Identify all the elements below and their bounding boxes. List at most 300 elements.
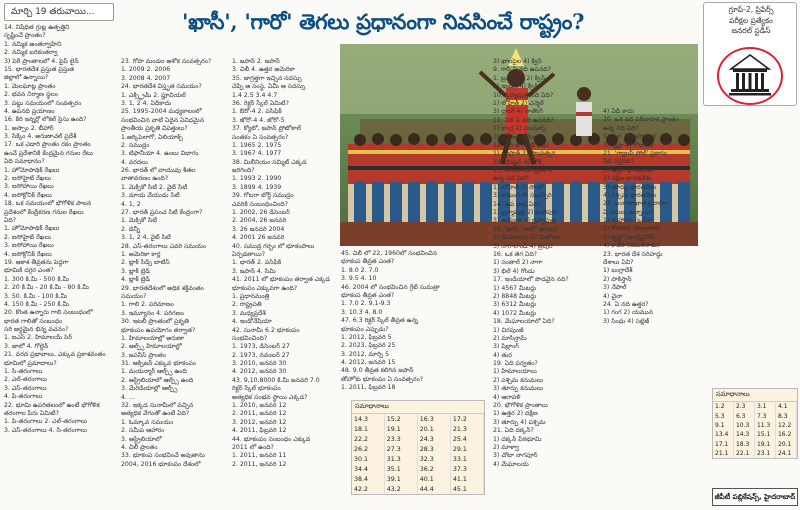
q-line: భారత గాలితో సంబంధం [4,317,63,325]
q-line: 17. ఇండియాలో పొడవైన నది? [493,276,569,284]
q-line: 1) లోహిత్ 2) సాంకో [493,183,544,191]
q-line: 4. పి-తరంగాలు [4,393,43,401]
answer-cell: 17.1 [713,440,733,449]
q-line: 2. ఆస్ట్రేలియాలో ఆల్ప్స్ ఉంది [121,376,194,384]
q-line: 1) మేఘాలయ 2) మిజోరాం [493,234,561,242]
q-line: సంభవించిన వాటి ఏదైన ఏవిధమైన [121,116,205,124]
q-line: 2. రాష్ట్రపతి [232,301,262,309]
q-line: 3. 2012, జనవరి 12 [232,418,287,426]
q-line: 1. ప్రధానమంత్రి [232,292,270,300]
answer-key-title: సమాధానాలు [352,401,484,414]
q-line: 2. 20 కి.మీ - 20 కి.మీ - 80 కి.మీ [4,284,89,292]
q-line: 1. 2011, ఫిబ్రవరి 18 [341,384,396,392]
badge-line-1: గ్రూప్-2, ప్రిపేర్స్ [728,5,774,14]
answer-cell: 35.1 [384,464,417,474]
question-column-4 [341,250,489,400]
answer-cell: 37.3 [450,464,483,474]
q-line: 1. 2012, ఫిబ్రవరి 5 [341,333,392,341]
q-line: 14. నిషేధిత గ్రుట్ల ఉత్పత్తిని [4,24,70,31]
answer-cell: 21.3 [450,424,483,434]
q-line: ఉన్న నది ఏది? [603,124,639,132]
q-line: 3. జాలో 4. గోల్డెన్ [4,342,49,350]
q-line: 28. ఎస్-తరంగాలు ఎవరి సమయం [121,242,207,250]
q-line: 4. 2001 26 జనవరి [232,234,285,242]
q-line: 3. చిలీ 4. ఉత్తర అమెరికా [232,66,295,74]
q-line: 2. ఐసోహైట్ రేఖలు [4,233,51,241]
q-line: భూమికి దగ్గర ఎంత? [4,267,54,275]
q-line: తరంగాల పేరు ఏమిటి? [4,409,59,417]
q-line: 45. చిలీ లో 22, 1960లో సంభవించిన [341,250,438,257]
q-line: 3. 2010, జనవరి 30 [232,360,287,368]
q-line: 3. 50. కి.మీ - 100 కి.మీ [4,292,68,300]
answer-cell: 33.1 [450,454,483,464]
q-line: 3) భిల్ 4) గోండు [493,267,535,275]
q-line: 3. మధ్యప్రదేశ్ [232,309,266,317]
q-line: 44. భూకంపం సంబంధం ఎక్కువ [232,435,311,443]
q-line: 4. 2011, ఫిబ్రవరి 12 [232,427,287,435]
q-line: 3. 1967 4. 1977 [232,150,282,158]
q-line: 3) నేపాల్ [603,284,627,292]
question-column-5 [493,58,597,506]
table-row [713,421,797,430]
q-line: 1. ఎక్స్ట్రీమ్ 2. ఫ్లూవియల్ [121,91,186,99]
q-line: 3. ఎస్-తరంగాలు 4. సి-తరంగాలు [4,426,87,434]
q-line: 3. ఐసోహాయి రేఖలు [4,183,54,191]
q-line: రిక్టర్ స్కేల్ భూకంపం [232,385,281,393]
answer-cell: 8.3 [775,411,796,420]
q-line: 3. ఐసోహాయి రేఖలు [4,242,54,250]
answer-cell: 19.1 [754,440,775,449]
q-line: 1) కాంగ్ల 2) ఫలమల్స్ [493,125,546,133]
answer-cell: 31.3 [384,454,417,464]
answer-cell: 6.3 [733,411,754,420]
q-line: 15. 'ఖాసీ', 'గారో' తెగలు? [493,225,558,233]
answer-cell: 19.1 [384,424,417,434]
q-line: 42. సునామీ 6.2 భూకంపం [232,326,300,334]
answer-cell: 20.1 [775,440,796,449]
q-line: 21. 'గ్యాలప్ పోల్' ప్రకారం [603,149,667,157]
q-line: 31. ఆక్సిజన్ ఎక్కువ భూకంపం [121,360,197,368]
q-line: 1. హోమోపాథిక్ రేఖలు [4,166,60,174]
q-line: 1) సంతాల్ 2) నాగా [493,259,543,267]
q-line: 1. భారత్ 2. పసిఫిక్ [232,259,282,267]
answer-cell: 1.2 [713,402,733,411]
answer-cell: 11.3 [754,421,775,430]
answer-cell: 45.1 [450,484,483,494]
parliament-icon [719,49,781,103]
q-line: ఎవరికి సంబంధించింది? [232,200,288,208]
q-line: దేశాలు ఏవి? [603,259,634,267]
q-line: 2) పశ్చిమ కనుమలు [493,376,544,384]
answer-cell: 21.1 [713,449,733,458]
q-line: 2. 2004, 26 జనవరి [232,217,287,225]
answer-cell: 13.4 [713,430,733,439]
q-line: 4) కావేరి (తమిళనాడు) [603,242,661,250]
answer-cell: 22.2 [352,434,384,444]
answer-cell: 40.1 [417,474,450,484]
q-line: 30. ఇటలీ ప్రాంతంలో ప్రకృతి [121,318,190,326]
answer-cell: 14.3 [352,414,384,424]
q-line: 4) తుర [493,351,512,359]
q-line: 3) చోటా నాగపూర్ [493,452,538,460]
q-line: వాతావరణం ఉంది? [121,175,169,183]
q-line: 3. 1, 2 4. వైట్ సిటీ [121,234,171,242]
answer-cell: 27.3 [384,444,417,454]
q-line: 2. ఆల్ప్స్ హిమాలయాల్లో [121,343,182,351]
q-line: 3. ఇమ్యూనం 4. పరిగణం [121,309,184,317]
q-line: జరిగింది? [232,167,255,175]
q-line: 3. 9.5 4. 10 [341,275,377,283]
q-line: 1. 2010, జనవరి 12 [232,402,287,410]
q-line: ఏది సరైనది? [603,158,634,166]
q-line: 3) తూర్పు భారతదేశం [603,183,657,191]
q-line: 2) పాకిస్తాన్ [603,275,632,283]
q-line: 1. మయన్మార్ ఆల్ప్స్ ఉంది [121,368,187,376]
q-line: సంభవించింది? [232,334,268,342]
q-line: 1) బ్రహ్మపుత్ర 2) మణిపురి [493,209,557,217]
answer-cell: 10.3 [733,421,754,430]
table-row [713,411,797,420]
q-line: 3) తూర్పు కనుమలు [493,385,544,393]
table-row [352,424,484,434]
q-line: 3) ఖాలపైల 4) క్వీన్ [493,58,542,65]
answer-cell: 42.2 [352,484,384,494]
q-line: 3) ఉమిషైవ్ 4) జోక్ [493,158,542,166]
q-line: 4) చైనా [603,292,623,300]
q-line: 1. ఐఎస్ 2. హిమాలయ్ సెర్ [4,334,73,342]
q-line: 23. గోపా మండల అశోక సంవత్సరం? [121,58,212,65]
answer-cell: 7.3 [754,411,775,420]
q-line: 46. 2004 లో సంభవించిన గ్రేట్ సుమత్రా [341,283,440,291]
answer-cell: 17.2 [450,414,483,424]
q-line: భూకంపం ఎక్కువగా ఉంది? [232,284,298,292]
q-line: 4) 1072 మీటర్లు [493,309,537,317]
q-line: 21. ఏది దక్కన్? [493,427,534,435]
q-line: 2. భవన నిర్మాణ స్థలం [4,91,58,99]
answer-cell: 36.2 [417,464,450,474]
q-line: 3) తూర్పు 4) పశ్చిమ [493,418,546,426]
answer-cell: 16.2 [775,430,796,439]
q-line: సృష్టించే ప్రాంతం? [4,32,46,40]
q-line: 1) లోహిత్ 2) ఎన్మెల్ [493,99,544,107]
answer-cell: 14.3 [733,430,754,439]
q-line: 1. హిమాలయాల్లో అరుణా [121,334,185,342]
q-line: 27. భారత్ ప్రపంచ సిటీ కేంద్రంగా? [121,209,203,217]
q-line: జిల్లాలో ఉన్నాయి? [4,74,49,82]
answer-cell: 26.2 [352,444,384,454]
q-line: 4. 150 కి.మీ - 250 కి.మీ [4,300,70,308]
answer-cell: 2.3 [733,402,754,411]
q-line: సంతకం ఏ సంవత్సరం? [232,133,289,141]
answer-cell: 22.1 [733,449,754,458]
q-line: 35. జాగ్రత్తగా ఇచ్చిన సదస్సు [232,74,302,82]
q-line: భూమిలో ప్రమాదాలు? [4,359,57,367]
q-line: సమయం? [121,292,147,300]
q-line: భూకంప తీవ్రత ఎంత? [341,258,395,266]
answer-cell: 3.1 [754,402,775,411]
answer-cell: 18.1 [352,424,384,434]
q-line: 1. అస్సాం 2. బీహార్ [4,124,54,132]
table-row [352,444,484,454]
continuation-tag: మార్చి 19 తరువాయి... [4,3,114,21]
q-line: 3. 10.3 4. 8.0 [341,308,383,316]
answer-grid [352,414,484,494]
q-line: 37. క్యోటో, జపాన్ ప్రోటోకాల్ [232,125,302,133]
q-line: 3) ద్రాంగ్ 4) నాతొంగ్ [493,108,544,116]
answer-cell: 38.4 [352,474,384,484]
q-line: 3) అలకా 4) నైనాల్ [493,133,542,141]
table-row [352,454,484,464]
q-line: 1. జపాన్ 2. జపాన్ [232,58,280,65]
q-line: చెప్పి ఆ సంస్థ, ఏమీ ఆ సదస్సు [232,83,306,91]
q-line: 3. జపనీస్ ప్రాంతం [121,351,166,359]
q-line: 23. భారత దేశ సరిహద్దు [603,250,663,258]
q-line: 4. చిలీ ప్రాంతం [121,443,158,451]
q-line: 3. సిక్కిం 4. అరుణాచల్ ప్రదేశ్ [4,133,77,141]
q-line: 1) బంగ్లాదేశ్ [603,267,633,275]
q-line: 1. బ్రహ్మపుత్ర 2) క్వీన్ [493,74,546,82]
section-badge [703,2,797,106]
answer-cell: 15.2 [384,414,417,424]
q-line: 2011 లో ఉంది? [232,443,274,451]
badge-line-3: జనరల్ స్టడీస్ [731,26,771,35]
q-line: 3. మాయ వేయుడు సిటీ [121,192,180,200]
q-line: 3. జోరో-4 4. జోరో-5 [232,116,285,124]
answer-cell: 25.4 [450,434,483,444]
q-line: 2) మాసిన్రామ్ [493,334,527,342]
table-row [713,402,797,411]
q-line: 4. 2012, జనవరి 15 [341,359,396,367]
q-line: 40. సముద్ర గర్భం లో భూకంపాలు [232,242,315,250]
q-line: 13. అరుణాచల్ ప్రదేశ్ లో [493,167,555,175]
q-line: 3. 2012, మార్చి 5 [341,350,390,358]
q-line: 3) కృష్ణా 4) గోదావరి [603,141,653,149]
q-line: భూకంపం ఎప్పుడు? [341,325,389,333]
answer-cell: 32.3 [417,454,450,464]
q-line: 1. మెక్సికో సిటీ 2. వైట్ సిటీ [121,183,188,191]
q-line: 3. పట్టు సమయంలో సంవత్సరం [4,99,82,107]
q-line: 1. 8.0 2. 7.0 [341,266,379,274]
q-line: భూకంపం ఉపయోగం తర్వాత? [121,326,196,334]
answer-cell: 18.3 [733,440,754,449]
q-line: 29. భారతదేశంలో అధిక శక్తివంతం [121,284,204,292]
answer-cell: 12.2 [775,421,796,430]
q-line: 32. ఇక్కడ సునామీలో వచ్చిన [121,402,194,410]
q-line: 1. 2011, జనవరి 11 [232,452,287,460]
q-line: 17. ఒక ఎడారి ప్రాంతం రకం ప్రాంతం [4,141,91,149]
q-line: 21. వరద ప్రభావాలు, ఎక్కువ ప్రకాశవంతం [4,351,106,359]
q-line: 1. పి-తరంగాలు 2. ఎల్-తరంగాలు [4,418,88,426]
q-line: ఉంచే ప్రదేశానికి కేంద్రమైన గనుల రేటు [4,149,93,157]
q-line: 25. 1995-2004 మధ్యకాలంలో [121,108,202,116]
q-line: 1. గాలి 2. పరిమాణం [121,301,174,309]
q-line: 4) పశ్చిమ భారతదేశం [603,191,657,199]
q-line: ఏది? [4,216,17,224]
q-line: 3) నాగాలాండ్ 4) త్రిపుర [493,242,553,250]
q-line: 2. 1973, నవంబర్ 27 [232,351,290,359]
q-line: 3. 1899 4. 1939 [232,183,282,191]
q-line: 1. ఔరో-4 2. పసిఫిక్ [232,108,282,116]
q-line: భూకంప తీవ్రత ఎంత? [341,291,395,299]
q-line: 3. 2008 4. 2007 [121,74,171,82]
table-row [352,414,484,424]
q-line: 4. ... [121,393,135,401]
answer-cell: 23.3 [384,434,417,444]
badge-text [708,5,794,37]
q-line: 3. 26 జనవరి 2004 [232,225,285,233]
q-line: 20. కొంత ఉన్నారు గాలి సంబంధంలో [4,309,93,317]
table-row [352,474,484,484]
q-line: 24. ఏ నది ఉత్తర? [603,300,649,308]
answer-cell: 4.1 [775,402,796,411]
q-line: 10. బ్రహ్మపుత్ర నది ఏది? [493,91,554,99]
answer-key-table-2 [712,388,798,459]
q-line: 2. ఐసోహైట్ రేఖలు [4,175,51,183]
q-line: 2. 2011, జనవరి 12 [232,460,287,468]
q-line: 1. 1973, డిసెంబర్ 27 [232,343,290,351]
answer-key-table [351,400,485,495]
publisher-credit: జీపీటీ పబ్లికేషన్స్, హైదరాబాద్ [712,488,798,506]
q-line: ఏర్పడతాయి? [232,250,266,258]
q-line: 4) ఏదీ కాదు [603,108,634,115]
q-line: 1) దక్కన్ పీఠభూమి [493,435,542,443]
q-line: 1. 300 కి.మీ - 500 కి.మీ [4,275,70,283]
q-line: 1) 4567 మీటర్లు [493,284,537,292]
answer-cell: 5.3 [713,411,733,420]
q-line: 4. ఐసోక్రోనిక్ రేఖలు [4,191,52,199]
q-line: 39. గోబరా బోర్డ్ సముద్రం [232,192,294,200]
q-line: 3) షిల్లాంగ్ [493,343,519,351]
q-line: 2. సముద్రం [121,141,150,149]
badge-line-2: పరీక్షల ప్రత్యేకం [729,15,773,25]
q-line: 3) పెరీ ప్రాంతాలలో 4. పైప్ లైన్ [4,57,79,65]
q-line: 1) ఉత్తర భారతదేశం [603,166,653,174]
q-line: 33. భూకంప సంభవించే అవుతాను [121,452,205,460]
q-line: 1. 2009 2. 2006 [121,66,171,74]
table-row [352,434,484,444]
q-line: 2. డెన్నీ [121,225,140,233]
answer-cell: 39.1 [384,474,417,484]
q-line: 3. 1, 2 4. ఏదీకాదు [121,99,172,107]
q-line: తోహోకు భూకంపం ఏ సంవత్సరం? [341,375,424,383]
table-row [713,430,797,439]
q-line: 4. 2012, జనవరి 30 [232,368,287,376]
q-line: 4. ఉపనది ప్రయాణం [4,107,55,115]
q-line: 1. హోమోపాథిక్ రేఖలు [4,225,60,233]
q-line: 2. ఎల్-తరంగాలు [4,376,47,384]
q-line: 3) కృష్ణా (ఆంధ్రప్రదేశ్) [603,233,655,241]
q-line: 3. మేరిడియాల్లో ఆల్ప్స్ [121,385,178,393]
q-line: 38. మిలీనియం సమ్మిట్ ఎక్కడ [232,158,307,166]
q-line: 1.4 2.5 3.4 4.7 [232,91,278,99]
q-line: 22. బంగాళాఖాత ప్రవాహం [603,200,669,208]
q-line: 48. 9.0 తీవ్రత కలిగిన జపాన్ [341,367,414,375]
q-line [121,469,229,477]
q-line: 1) మహానది (ఒడిశా) [603,217,655,225]
q-line: 4. బ్లాక్ బ్రెడ్ [121,276,150,284]
q-line: 4) ఆరావళి [493,393,521,401]
q-line: 1. 7.0 2. 9.1-9.3 [341,300,391,308]
q-line: 2. 2023, ఫిబ్రవరి 25 [341,342,396,350]
q-line: 4. 1, 2 [121,200,141,208]
q-line: 11. ఏది ఏ నది ఉపనది? [493,116,554,124]
table-row [352,484,484,494]
q-line: 2) గోదావరి (తెలంగాణ) [603,225,661,233]
table-row [713,440,797,449]
q-line: 2004, 2016 భూకంపం దేశంలో [121,460,201,468]
question-column-1 [4,24,118,506]
q-line: 3. జపాన్ 4. సిమి [232,267,276,275]
q-line: 36. రెక్టర్ స్కేల్ ఏమిటి? [232,99,289,107]
answer-cell: 15.1 [754,430,775,439]
answer-grid [713,402,797,458]
answer-cell: 29.1 [450,444,483,454]
q-line: 18. ఒక సమయంలో భౌగోళిక పాలన [4,200,92,208]
q-line: 19. ఏది పర్వతం? [493,360,538,368]
q-line: 1. నమ్మిక అంతర్వాహిని [4,40,62,48]
answer-cell: 34.4 [352,464,384,474]
q-line: 1. 1965 2. 1975 [232,141,282,149]
q-line: 12. బేర్ జోగిరాడ్ ఏది? [493,141,550,149]
table-row [352,464,484,474]
answer-key-title: సమాధానాలు [713,389,797,402]
q-line: 26. భారత్ లో వాయువు శీతల [121,167,196,175]
q-line: 3. ఎస్-తరంగాలు [4,384,47,392]
q-line: 3) సింధు 4) సట్లెజ్ [603,317,650,325]
q-line: 2) దక్షిణ భారతదేశం [603,175,653,183]
q-line: 14. ఉప భాష ఏది? [493,200,541,208]
question-column-2 [121,58,229,506]
q-line: ఉన్న నది ఏది? [493,175,529,183]
q-line: 16. ఒక తెగ ఏది? [493,250,537,258]
q-line: అత్యధిక సంభవ స్థాయి ఎక్కడ? [232,393,308,401]
q-line: 41. 2011 లో భూకంపం తర్వాత ఎక్కడ [232,276,330,284]
q-line: 1. సి-తరంగాలు [4,368,43,376]
q-line: 1) ఉత్తర 2) దక్షిణ [493,410,538,418]
q-line: 3. ఆస్ట్రేలియాలో [121,435,162,443]
q-line: 3. టిఫానీయా 4. ఉంబు విభాగం [121,150,199,158]
q-line: 1. 1993 2. 1990 [232,175,282,183]
q-line: 4. ఇండోనేషియా [232,318,272,326]
q-line: 2. నమ్మిక బరికంతర్వా [4,49,58,57]
q-line: 1. అమెరికా కార్ల [121,250,161,258]
answer-cell: 24.3 [417,434,450,444]
q-line: ఏ నదులు ఉన్నాయి? [603,208,654,216]
question-column-6 [603,108,711,506]
q-line: 1) రూప్రాత్ 2) సాంవత్సర [493,150,556,158]
q-line: 19. ఆకాశ తీవ్రతను పెద్దగా [4,258,69,266]
q-line: 3) జయంతి 4) బ్రహ్మపుత్ర [493,217,556,225]
q-line: 4. వరదలు [121,158,148,166]
q-line: 1. మెలఘాట్ల ప్రాంతం [4,82,56,90]
q-line: 2. 2011, జనవరి 12 [232,410,287,418]
answer-cell: 30.1 [352,454,384,464]
table-row [713,449,797,458]
q-line: 2. సమీప ఆహారం [121,427,165,435]
q-line: 3. బ్లాక్ బ్రెడ్ [121,267,150,275]
q-line: 1. ఓమ్కావ సమయం [121,418,174,426]
q-line: 1. మెక్సికో సిటీ [121,217,158,225]
q-line: 1) గంగ 2) యమున [603,309,653,317]
q-line: 24. భారతదేశ విస్తృత సమయం? [121,83,202,91]
q-line: 20. ఒక నది పరీవాహక ప్రాంతం [603,116,679,124]
answer-cell: 23.1 [754,449,775,458]
q-line: 1) హిమాలయాలు [493,368,537,376]
q-line: 15. భారతదేశ ప్రస్తుత ప్రస్తుత [4,65,75,73]
answer-cell: 20.1 [417,424,450,434]
q-line: 43. 9,10,8000 కి.మీ జనవరి 7.0 [232,376,320,384]
q-line: సరి అర్ధమైన భిన్న వచనం? [4,326,69,334]
